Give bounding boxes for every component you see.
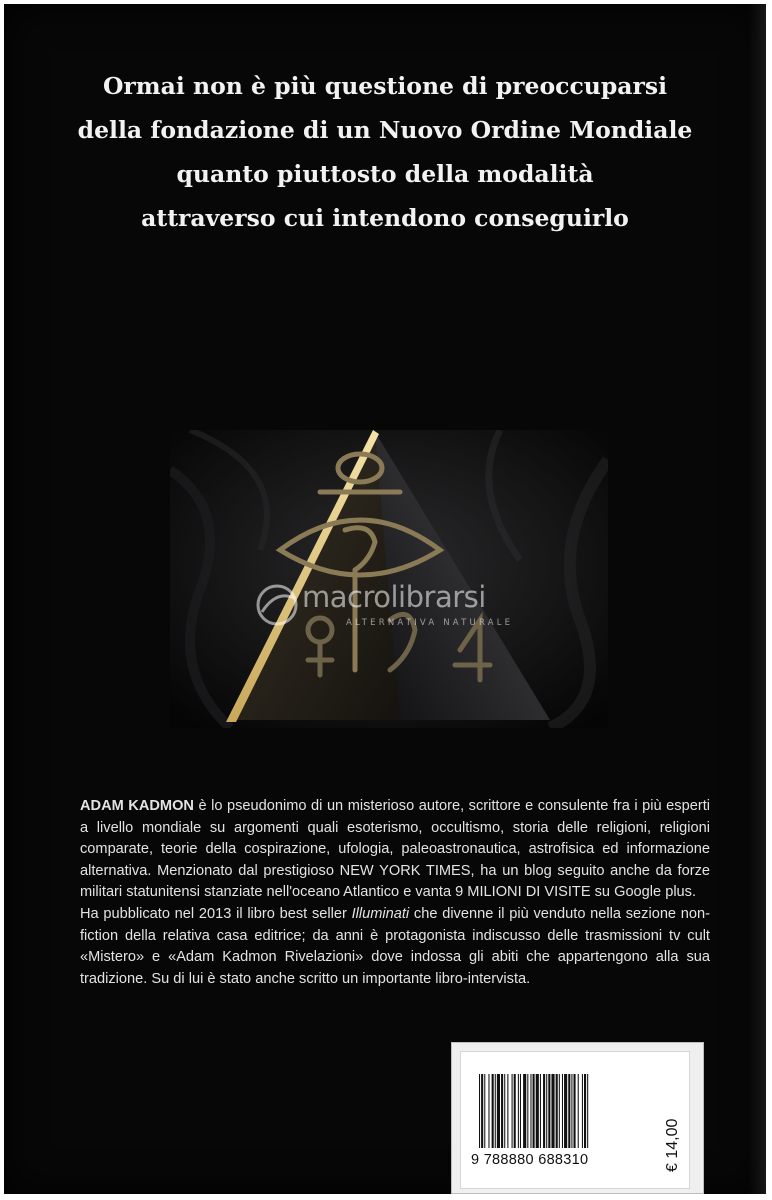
bio-paragraph-1-text: è lo pseudonimo di un misterioso autore, scrittore e consulente fra i più esperti a livello mondiale su argomenti quali esoterismo, occultismo, storia delle religioni, religioni comparate, teorie della cospirazione, ufologia, paleoastronautica, astrofisica ed informazione alternativa. Menzionato dal prestigioso NEW YORK TIMES, ha un blog seguito anche da forze militari statunitensi stanziate nell'oceano Atlantico e vanta 9 MILIONI DI VISITE su Google plus. <box>80 798 710 901</box>
watermark <box>254 576 554 636</box>
cover-headline <box>4 64 766 240</box>
author-name: ADAM KADMON <box>80 798 194 814</box>
book-title-illuminati: Illuminati <box>351 905 410 922</box>
author-biography <box>80 796 710 990</box>
bio-paragraph-2 <box>80 904 710 990</box>
bio-paragraph-1 <box>80 796 710 904</box>
barcode-icon <box>479 1074 655 1148</box>
barcode-label <box>460 1051 690 1189</box>
book-back-cover <box>4 4 766 1194</box>
headline-line-4: attraverso cui intendono conseguirlo <box>141 204 629 232</box>
isbn-number: 9 788880 688310 <box>471 1152 589 1168</box>
headline-line-3: quanto piuttosto della modalità <box>176 160 594 188</box>
headline-line-2: della fondazione di un Nuovo Ordine Mondiale <box>77 116 693 144</box>
headline-line-1: Ormai non è più questione di preoccuparsi <box>102 72 668 100</box>
watermark-brand: macrolibrarsi <box>302 580 486 614</box>
price-sticker <box>451 1042 704 1194</box>
watermark-tagline: ALTERNATIVA NATURALE <box>346 618 514 628</box>
bio-paragraph-2-start: Ha pubblicato nel 2013 il libro best seller <box>80 905 352 922</box>
macrolibrarsi-logo-icon <box>254 582 300 628</box>
bio-paragraph-2-end: che divenne il più venduto nella sezione non-fiction della relativa casa editrice; da anni è protagonista indiscusso delle trasmissioni tv cult «Mistero» e «Adam Kadmon Rivelazioni» dove indossa gli abiti che appartengono alla sua tradizione. Su di lui è stato anche scritto un importante libro-intervista. <box>80 905 711 987</box>
price-label: € 14,00 <box>664 1118 681 1172</box>
